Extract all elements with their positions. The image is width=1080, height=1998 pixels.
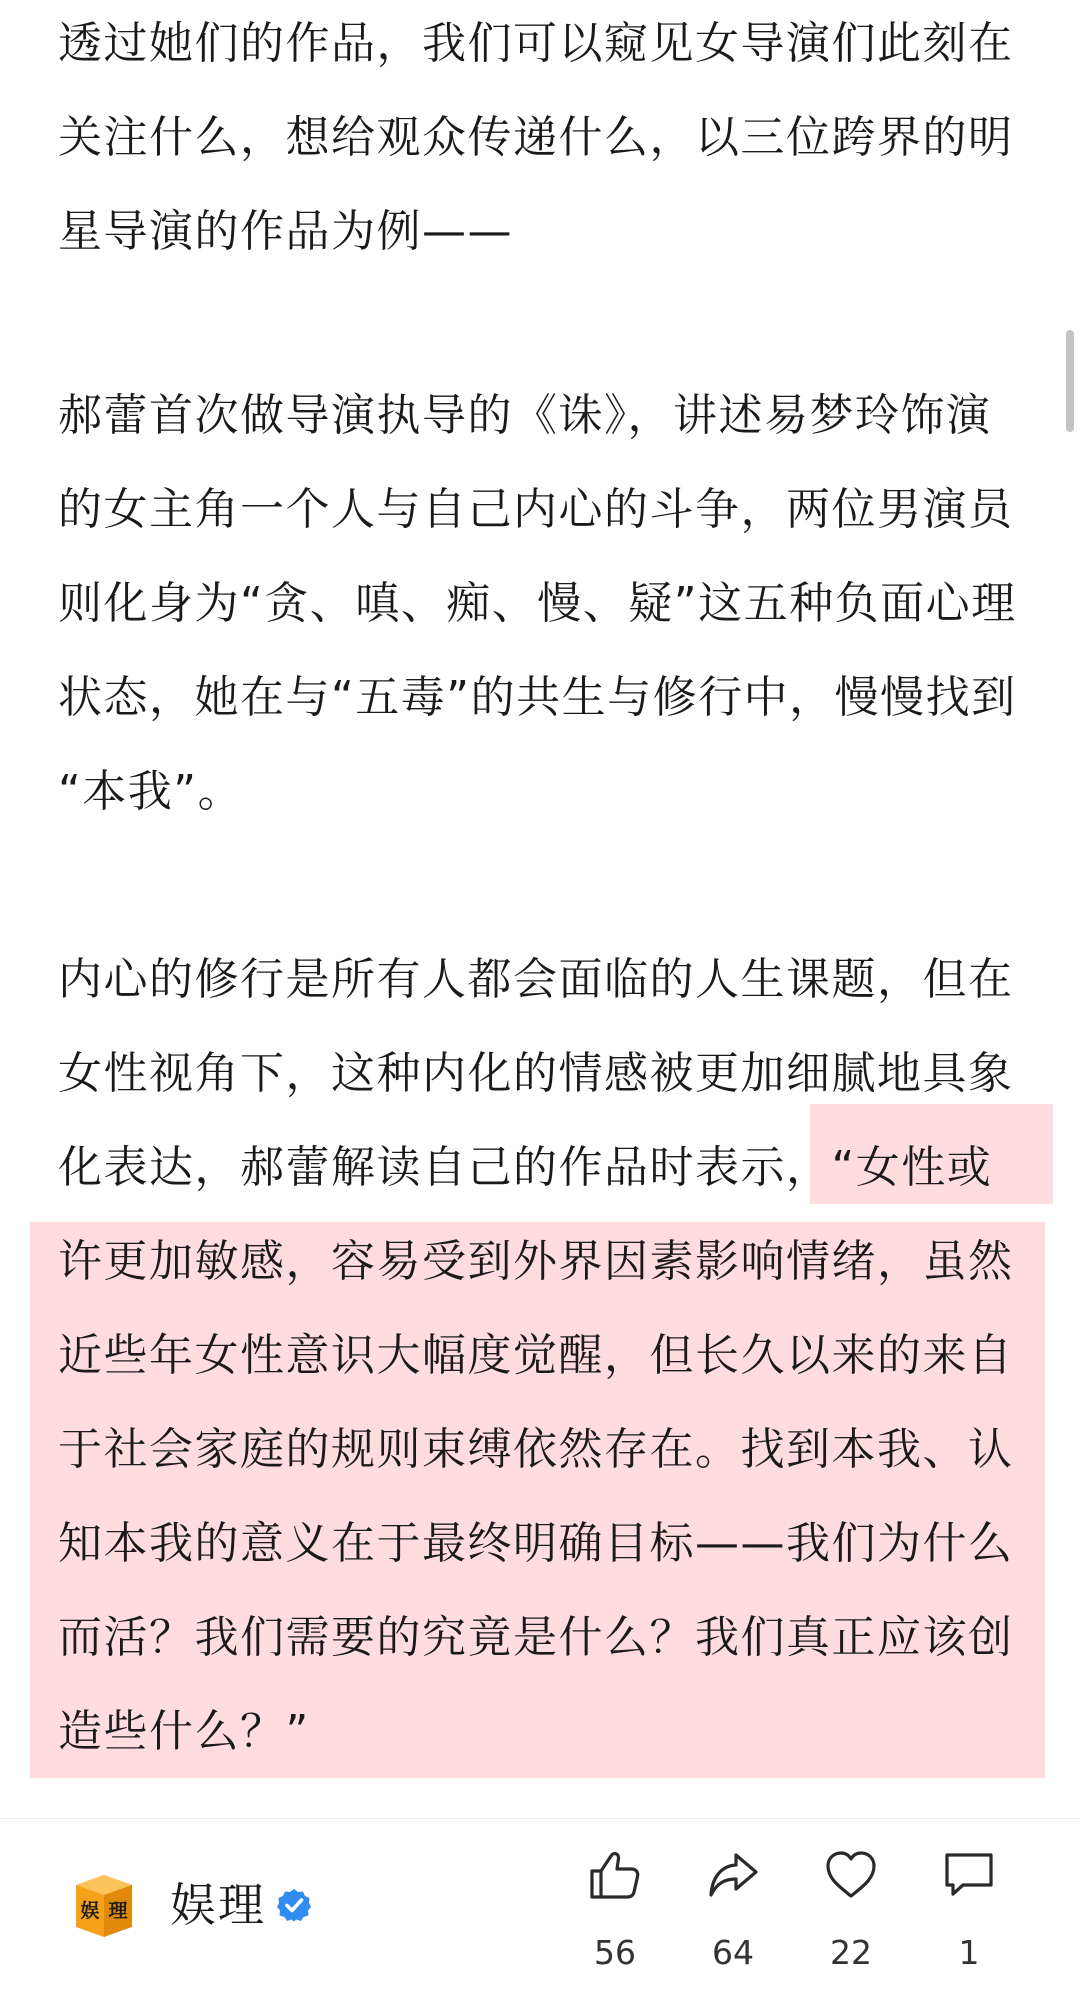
quote-highlight-block bbox=[30, 1222, 1045, 1778]
avatar-logo-icon bbox=[68, 1871, 138, 1941]
svg-text:理: 理 bbox=[108, 1900, 128, 1922]
avatar[interactable] bbox=[68, 1871, 138, 1941]
like-count: 56 bbox=[594, 1933, 636, 1972]
comment-button[interactable] bbox=[914, 1847, 1024, 1977]
favorite-button[interactable] bbox=[796, 1847, 906, 1977]
like-button[interactable] bbox=[560, 1847, 670, 1977]
favorite-count: 22 bbox=[830, 1933, 872, 1972]
quote-line: 近些年女性意识大幅度觉醒，但长久以来的来自 bbox=[58, 1330, 1014, 1381]
quote-line: 知本我的意义在于最终明确目标——我们为什么 bbox=[58, 1518, 1014, 1569]
thumbs-up-icon bbox=[587, 1847, 643, 1903]
verified-badge-icon bbox=[276, 1887, 312, 1923]
quote-line: 于社会家庭的规则束缚依然存在。找到本我、认 bbox=[58, 1424, 1014, 1475]
paragraph-line: 内心的修行是所有人都会面临的人生课题，但在 bbox=[58, 954, 1014, 1005]
quote-line: 而活？我们需要的究竟是什么？我们真正应该创 bbox=[58, 1612, 1014, 1663]
share-count: 64 bbox=[712, 1933, 754, 1972]
share-button[interactable] bbox=[678, 1847, 788, 1977]
paragraph-line: 星导演的作品为例—— bbox=[58, 206, 513, 257]
comment-bubble-icon bbox=[941, 1847, 997, 1903]
scrollbar-thumb[interactable] bbox=[1066, 330, 1074, 432]
share-arrow-icon bbox=[705, 1847, 761, 1903]
heart-icon bbox=[823, 1847, 879, 1903]
paragraph-line: 关注什么，想给观众传递什么，以三位跨界的明 bbox=[58, 112, 1014, 163]
bottom-action-bar bbox=[0, 1819, 1080, 1998]
paragraph-line: 状态，她在与“五毒”的共生与修行中，慢慢找到 bbox=[58, 672, 1017, 723]
paragraph-line: 透过她们的作品，我们可以窥见女导演们此刻在 bbox=[58, 18, 1014, 69]
paragraph-line: 的女主角一个人与自己内心的斗争，两位男演员 bbox=[58, 484, 1014, 535]
author-name[interactable]: 娱理 bbox=[170, 1878, 266, 1932]
paragraph-line: 女性视角下，这种内化的情感被更加细腻地具象 bbox=[58, 1048, 1014, 1099]
svg-text:娱: 娱 bbox=[80, 1900, 100, 1922]
comment-count: 1 bbox=[958, 1933, 980, 1972]
paragraph-line: 郝蕾首次做导演执导的《诛》，讲述易梦玲饰演 bbox=[58, 390, 992, 441]
quote-line: 造些什么？” bbox=[58, 1706, 310, 1757]
paragraph-line: 则化身为“贪、嗔、痴、慢、疑”这五种负面心理 bbox=[58, 578, 1017, 629]
paragraph-line: 化表达，郝蕾解读自己的作品时表示，“女性或 bbox=[58, 1142, 993, 1193]
paragraph-line: “本我”。 bbox=[58, 766, 244, 817]
quote-line: 许更加敏感，容易受到外界因素影响情绪，虽然 bbox=[58, 1236, 1014, 1287]
